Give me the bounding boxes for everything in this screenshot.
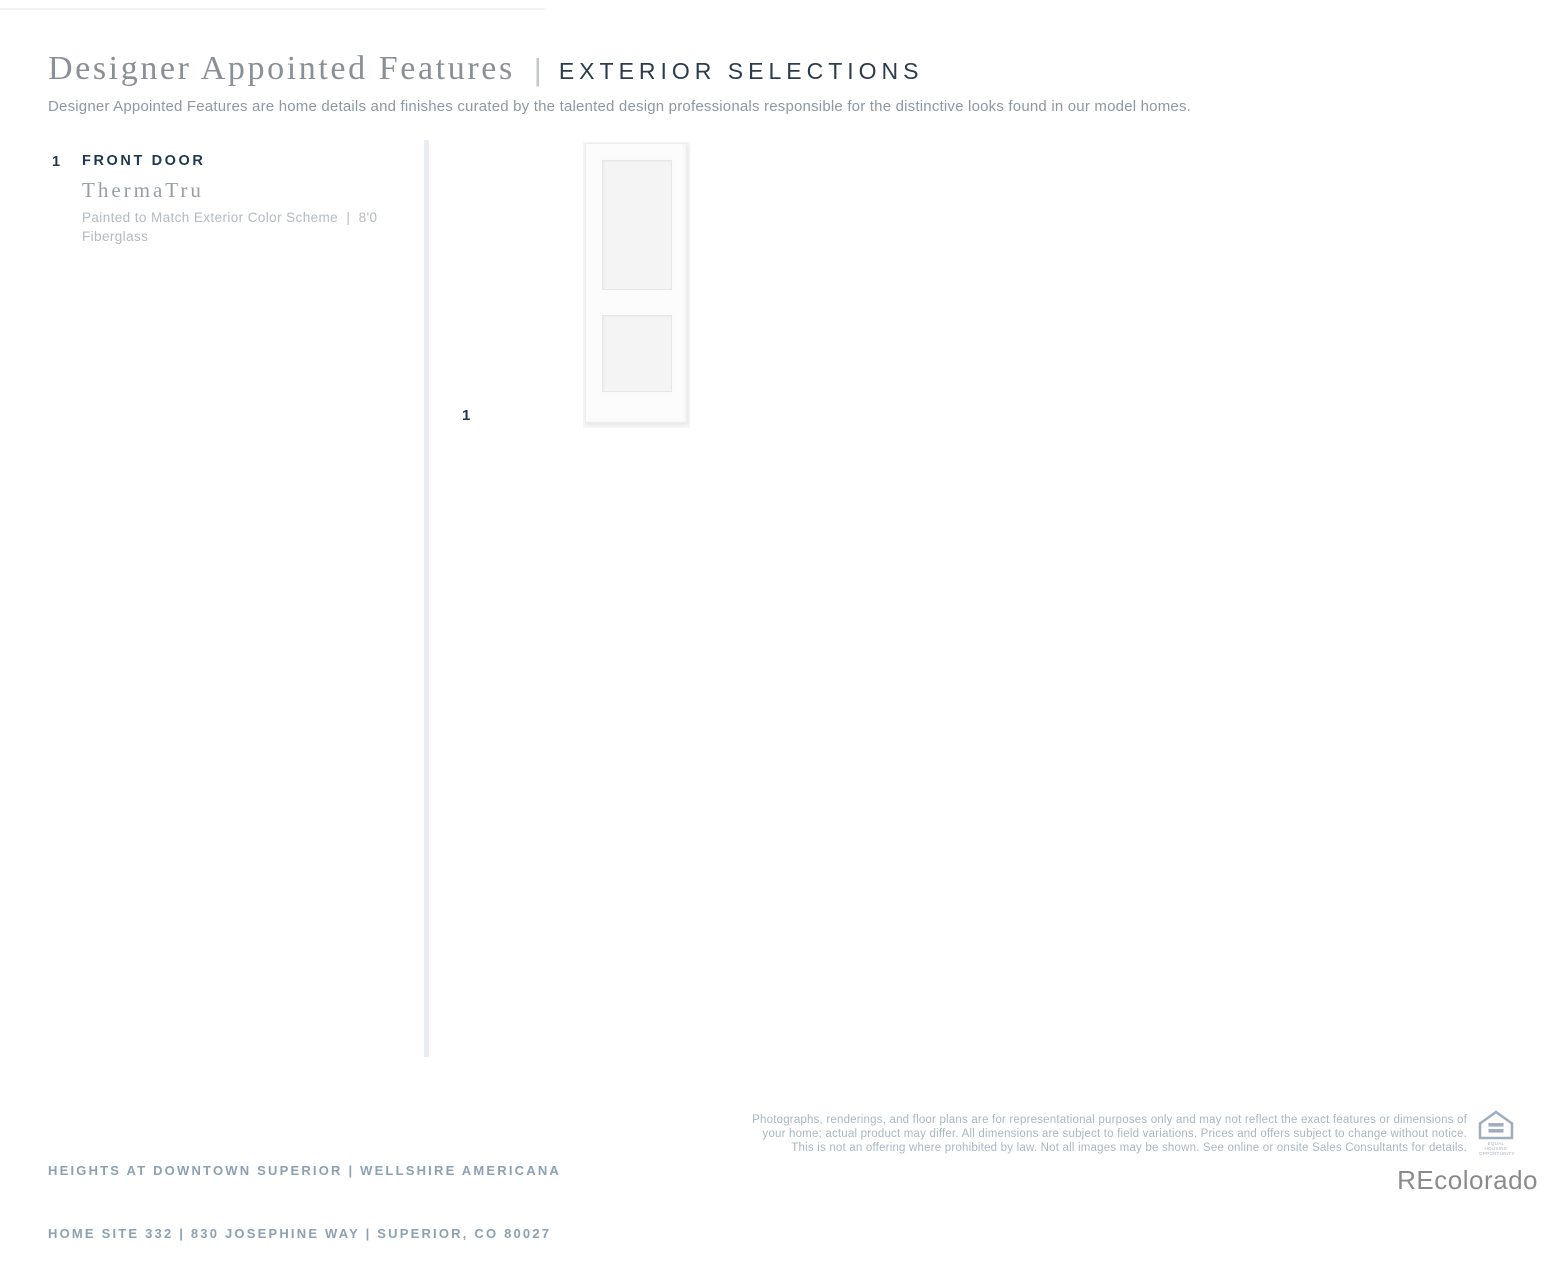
disclaimer-line-2: your home; actual product may differ. All dimensions are subject to field variations. Prices and offers subject to change without notice.: [762, 1127, 1467, 1140]
page-header: [48, 50, 1508, 115]
header-description: Designer Appointed Features are home details and finishes curated by the talented design professionals responsible for the distinctive looks found in our model homes.: [48, 98, 1192, 115]
header-title-row: [48, 50, 1508, 88]
disclaimer-line-1: Photographs, renderings, and floor plans are for representational purposes only and may not reflect the exact features or dimensions of: [752, 1114, 1467, 1126]
footer-disclaimer: [752, 1114, 1467, 1155]
selection-detail-line2: Fiberglass: [82, 229, 149, 244]
selection-brand: ThermaTru: [82, 178, 204, 202]
door-graphic: [585, 143, 687, 423]
selection-category: FRONT DOOR: [82, 153, 206, 169]
title-separator: |: [533, 52, 542, 87]
disclaimer-line-3: This is not an offering where prohibited by law. Not all images may be shown. See online or onsite Sales Consultants for details.: [791, 1141, 1467, 1154]
equal-housing-logo: [1476, 1110, 1516, 1156]
footer-community-block: [48, 1118, 561, 1286]
equal-housing-house-icon: [1478, 1110, 1514, 1140]
recolorado-watermark: REcolorado: [1397, 1165, 1538, 1195]
front-door-image: [583, 142, 690, 428]
equal-housing-label: EQUAL HOUSING OPPORTUNITY: [1479, 1141, 1515, 1156]
selection-number: 1: [52, 154, 62, 170]
door-bottom-panel: [602, 315, 672, 392]
footer-address-line: HOME SITE 332 | 830 JOSEPHINE WAY | SUPERIOR, CO 80027: [48, 1226, 552, 1241]
footer-community-line: HEIGHTS AT DOWNTOWN SUPERIOR | WELLSHIRE AMERICANA: [48, 1163, 562, 1178]
selection-body: [82, 153, 377, 244]
selection-item-front-door: [52, 153, 377, 244]
vertical-divider: [424, 140, 429, 1057]
door-figure-label: 1: [462, 407, 471, 424]
section-title: EXTERIOR SELECTIONS: [558, 58, 924, 84]
selection-detail-line1: Painted to Match Exterior Color Scheme | 8'0: [82, 210, 378, 225]
page-title: Designer Appointed Features: [48, 50, 515, 87]
top-rule: [0, 8, 545, 10]
door-top-panel: [602, 160, 672, 290]
